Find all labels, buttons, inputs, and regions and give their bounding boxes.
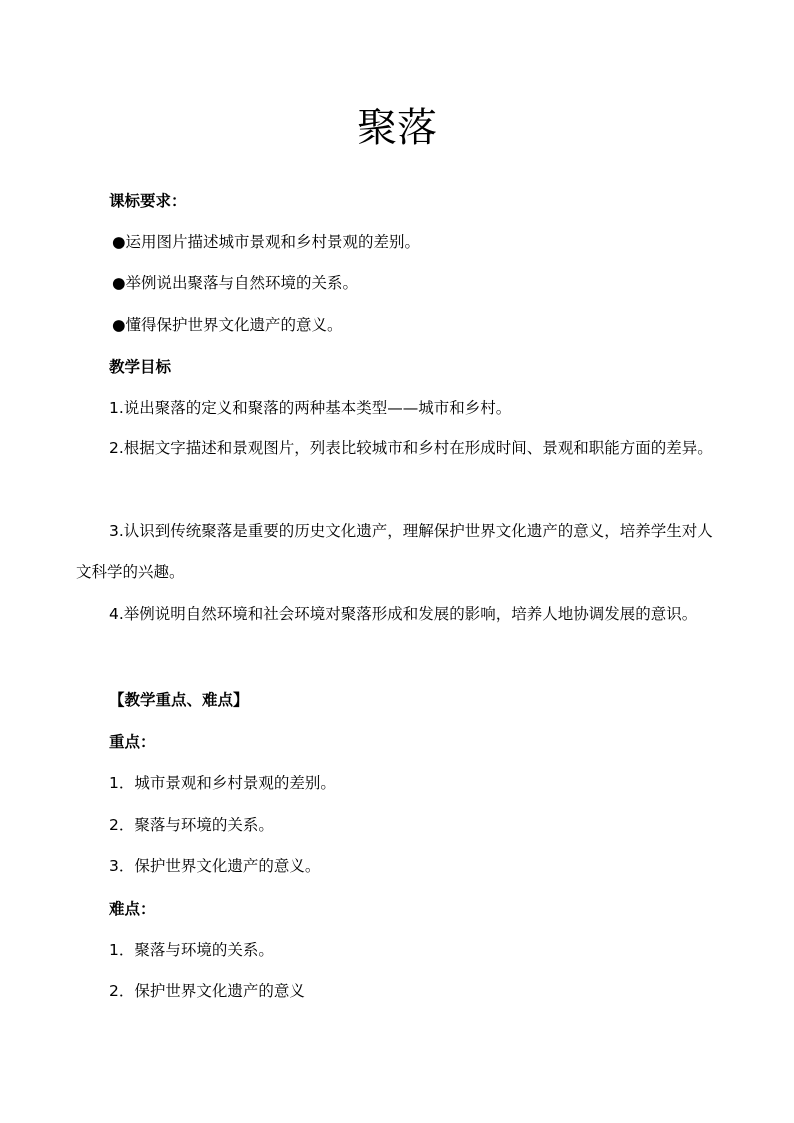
curriculum-heading: 课标要求： [109,192,187,210]
difficult-point-item: 2．保护世界文化遗产的意义 [109,982,305,1000]
difficult-point-item: 1．聚落与环境的关系。 [109,941,274,959]
curriculum-item: ●运用图片描述城市景观和乡村景观的差别。 [112,233,421,251]
curriculum-item: ●懂得保护世界文化遗产的意义。 [112,316,343,334]
objective-item: 3.认识到传统聚落是重要的历史文化遗产，理解保护世界文化遗产的意义，培养学生对人文科学的兴趣。 [76,522,713,581]
key-point-item: 3．保护世界文化遗产的意义。 [109,857,321,875]
difficult-points-heading: 难点： [109,900,156,918]
objective-item: 1.说出聚落的定义和聚落的两种基本类型——城市和乡村。 [109,399,512,417]
objective-item: 4.举例说明自然环境和社会环境对聚落形成和发展的影响，培养人地协调发展的意识。 [109,605,698,623]
page-title: 聚落 [357,105,437,151]
key-point-item: 1．城市景观和乡村景观的差别。 [109,774,336,792]
curriculum-item: ●举例说出聚落与自然环境的关系。 [112,274,359,292]
key-point-item: 2．聚落与环境的关系。 [109,816,274,834]
objectives-heading: 教学目标 [109,358,172,376]
key-points-heading: 重点： [109,733,156,751]
key-difficult-heading: 【教学重点、难点】 [109,691,249,709]
objective-item: 2.根据文字描述和景观图片，列表比较城市和乡村在形成时间、景观和职能方面的差异。 [109,439,713,457]
